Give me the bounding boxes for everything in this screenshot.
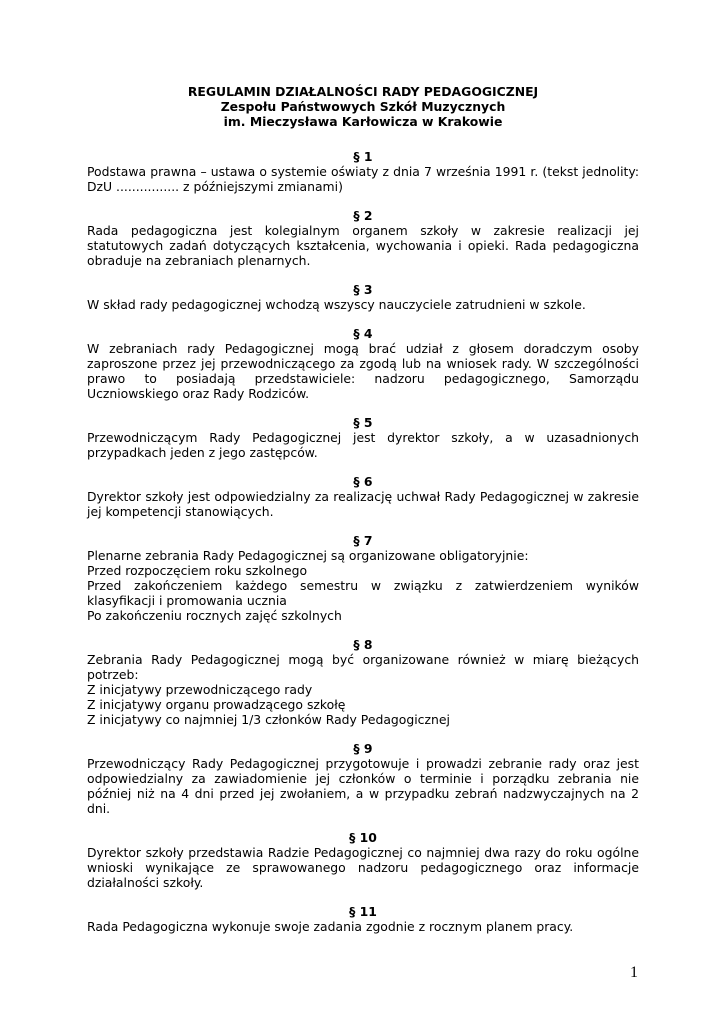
document-subtitle-patron: im. Mieczysława Karłowicza w Krakowie <box>223 114 503 129</box>
section-intro: Plenarne zebrania Rady Pedagogicznej są organizowane obligatoryjnie: <box>87 548 529 563</box>
section-paragraph: W zebraniach rady Pedagogicznej mogą brać udział z głosem doradczym osoby zaproszone przez jej przewodniczącego za zgodą lub na wniosek rady. W szczególności prawo to posiadają przedstawiciele: nadzoru pedagogicznego, Samorządu Uczniowskiego oraz Rady Rodziców. <box>87 341 639 401</box>
section-7 <box>87 533 639 623</box>
section-paragraph: Rada Pedagogiczna wykonuje swoje zadania zgodnie z rocznym planem pracy. <box>87 919 574 934</box>
section-heading: § 8 <box>353 637 373 652</box>
section-heading: § 4 <box>353 326 373 341</box>
list-item: Przed rozpoczęciem roku szkolnego <box>87 563 308 578</box>
section-10 <box>87 830 639 890</box>
section-6 <box>87 474 639 519</box>
section-11 <box>87 904 639 934</box>
section-paragraph: W skład rady pedagogicznej wchodzą wszyscy nauczyciele zatrudnieni w szkole. <box>87 297 586 312</box>
section-intro: Zebrania Rady Pedagogicznej mogą być organizowane również w miarę bieżących potrzeb: <box>87 652 639 682</box>
section-3 <box>87 282 639 312</box>
document-body <box>87 84 639 934</box>
section-heading: § 7 <box>353 533 373 548</box>
list-item: Z inicjatywy przewodniczącego rady <box>87 682 313 697</box>
document-title: REGULAMIN DZIAŁALNOŚCI RADY PEDAGOGICZNEJ <box>187 84 539 99</box>
section-heading: § 5 <box>353 415 373 430</box>
list-item: Z inicjatywy co najmniej 1/3 członków Rady Pedagogicznej <box>87 712 450 727</box>
section-paragraph: Rada pedagogiczna jest kolegialnym organem szkoły w zakresie realizacji jej statutowych zadań dotyczących kształcenia, wychowania i opieki. Rada pedagogiczna obraduje na zebraniach plenarnych. <box>87 223 639 268</box>
list-item: Z inicjatywy organu prowadzącego szkołę <box>87 697 346 712</box>
page-number: 1 <box>630 964 638 981</box>
section-paragraph: Przewodniczącym Rady Pedagogicznej jest dyrektor szkoły, a w uzasadnionych przypadkach jeden z jego zastępców. <box>87 430 639 460</box>
section-heading: § 3 <box>353 282 373 297</box>
section-4 <box>87 326 639 401</box>
section-heading: § 1 <box>353 149 373 164</box>
section-heading: § 9 <box>353 741 373 756</box>
section-heading: § 2 <box>353 208 373 223</box>
section-heading: § 10 <box>349 830 377 845</box>
list-item: Po zakończeniu rocznych zajęć szkolnych <box>87 608 342 623</box>
section-paragraph: Przewodniczący Rady Pedagogicznej przygotowuje i prowadzi zebranie rady oraz jest odpowiedzialny za zawiadomienie jej członków o terminie i porządku zebrania nie później niż na 4 dni przed jej zwołaniem, a w przypadku zebrań nadzwyczajnych na 2 dni. <box>87 756 639 816</box>
section-paragraph: Podstawa prawna – ustawa o systemie oświaty z dnia 7 września 1991 r. (tekst jednolity: DzU ................ z późniejszymi zmianami) <box>87 164 639 194</box>
section-paragraph: Dyrektor szkoły jest odpowiedzialny za realizację uchwał Rady Pedagogicznej w zakresie jej kompetencji stanowiących. <box>87 489 639 519</box>
section-8 <box>87 637 639 727</box>
document-subtitle-school: Zespołu Państwowych Szkół Muzycznych <box>220 99 506 114</box>
section-1 <box>87 149 639 194</box>
section-heading: § 6 <box>353 474 373 489</box>
section-5 <box>87 415 639 460</box>
section-heading: § 11 <box>349 904 377 919</box>
section-9 <box>87 741 639 816</box>
list-item: Przed zakończeniem każdego semestru w związku z zatwierdzeniem wyników klasyfikacji i promowania ucznia <box>87 578 639 608</box>
section-paragraph: Dyrektor szkoły przedstawia Radzie Pedagogicznej co najmniej dwa razy do roku ogólne wnioski wynikające ze sprawowanego nadzoru pedagogicznego oraz informacje działalności szkoły. <box>87 845 639 890</box>
section-2 <box>87 208 639 268</box>
